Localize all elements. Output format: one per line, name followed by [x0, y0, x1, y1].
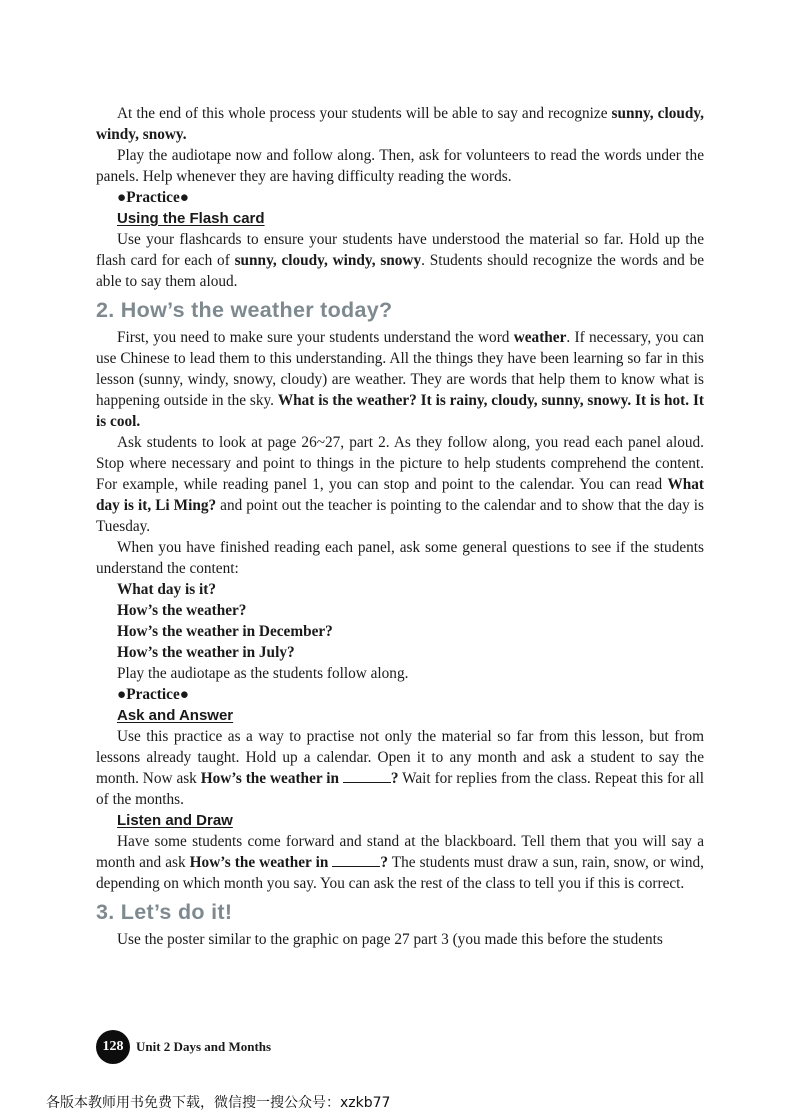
question-item: How’s the weather?	[117, 602, 247, 619]
download-watermark: 各版本教师用书免费下载，微信搜一搜公众号：xzkb77	[46, 1095, 391, 1111]
weather-intro-paragraph: First, you need to make sure your students understand the word weather. If necessary, you can use Chinese to lead them to this understanding. All the things they have been learning so far in this lesson (sunny, windy, snowy, cloudy) are weather. They are words that help them to know what is happening outside in the sky. What is the weather? It is rainy, cloudy, sunny, snowy. It is hot. It is cool.	[96, 329, 704, 430]
listen-and-draw-paragraph: Have some students come forward and stand at the blackboard. Tell them that you will say a month and ask How’s the weather in ? The students must draw a sun, rain, snow, or wind, depending on which month you say. You can ask the rest of the class to tell you if this is correct.	[96, 833, 704, 892]
audiotape-paragraph: Play the audiotape now and follow along. Then, ask for volunteers to read the words under the panels. Help whenever they are having difficulty reading the words.	[96, 147, 704, 185]
answer-blank	[332, 854, 380, 867]
audiotape-line: Play the audiotape as the students follow along.	[117, 665, 409, 682]
main-column	[96, 103, 704, 950]
flash-card-paragraph: Use your flashcards to ensure your students have understood the material so far. Hold up the flash card for each of sunny, cloudy, windy, snowy. Students should recognize the words and be able to say them aloud.	[96, 231, 705, 290]
section-2-heading: 2. How’s the weather today?	[96, 298, 393, 322]
unit-label: Unit 2 Days and Months	[136, 1039, 272, 1054]
target-words: sunny, cloudy, windy, snowy.	[96, 105, 705, 143]
subheading-listen-and-draw: Listen and Draw	[117, 812, 233, 829]
question-item: How’s the weather in July?	[117, 644, 295, 661]
ask-and-answer-paragraph: Use this practice as a way to practise not only the material so far from this lesson, but from lessons already taught. Hold up a calendar. Open it to any month and ask a student to say the month. Now ask How’s the weather in ? Wait for replies from the class. Repeat this for all of the months.	[96, 728, 704, 808]
subheading-using-flash-card: Using the Flash card	[117, 210, 265, 227]
subheading-ask-and-answer: Ask and Answer	[117, 707, 234, 724]
practice-label: ●Practice●	[117, 189, 189, 206]
practice-label: ●Practice●	[117, 686, 189, 703]
question-item: What day is it?	[117, 581, 217, 598]
section-3-heading: 3. Let’s do it!	[96, 900, 233, 924]
question-item: How’s the weather in December?	[117, 623, 333, 640]
intro-paragraph: At the end of this whole process your students will be able to say and recognize sunny, cloudy, windy, snowy.	[96, 105, 705, 143]
page-footer	[96, 1030, 271, 1064]
answer-blank	[343, 770, 391, 783]
general-questions-paragraph: When you have finished reading each panel, ask some general questions to see if the students understand the content:	[96, 539, 704, 577]
page-number-badge: 128	[96, 1030, 130, 1064]
look-at-page-paragraph: Ask students to look at page 26~27, part 2. As they follow along, you read each panel aloud. Stop where necessary and point to things in the picture to help students comprehend the content. For example, while reading panel 1, you can stop and point to the calendar. You can read What day is it, Li Ming? and point out the teacher is pointing to the calendar and to show that the day is Tuesday.	[96, 434, 704, 535]
poster-paragraph: Use the poster similar to the graphic on page 27 part 3 (you made this before the students	[117, 931, 663, 948]
